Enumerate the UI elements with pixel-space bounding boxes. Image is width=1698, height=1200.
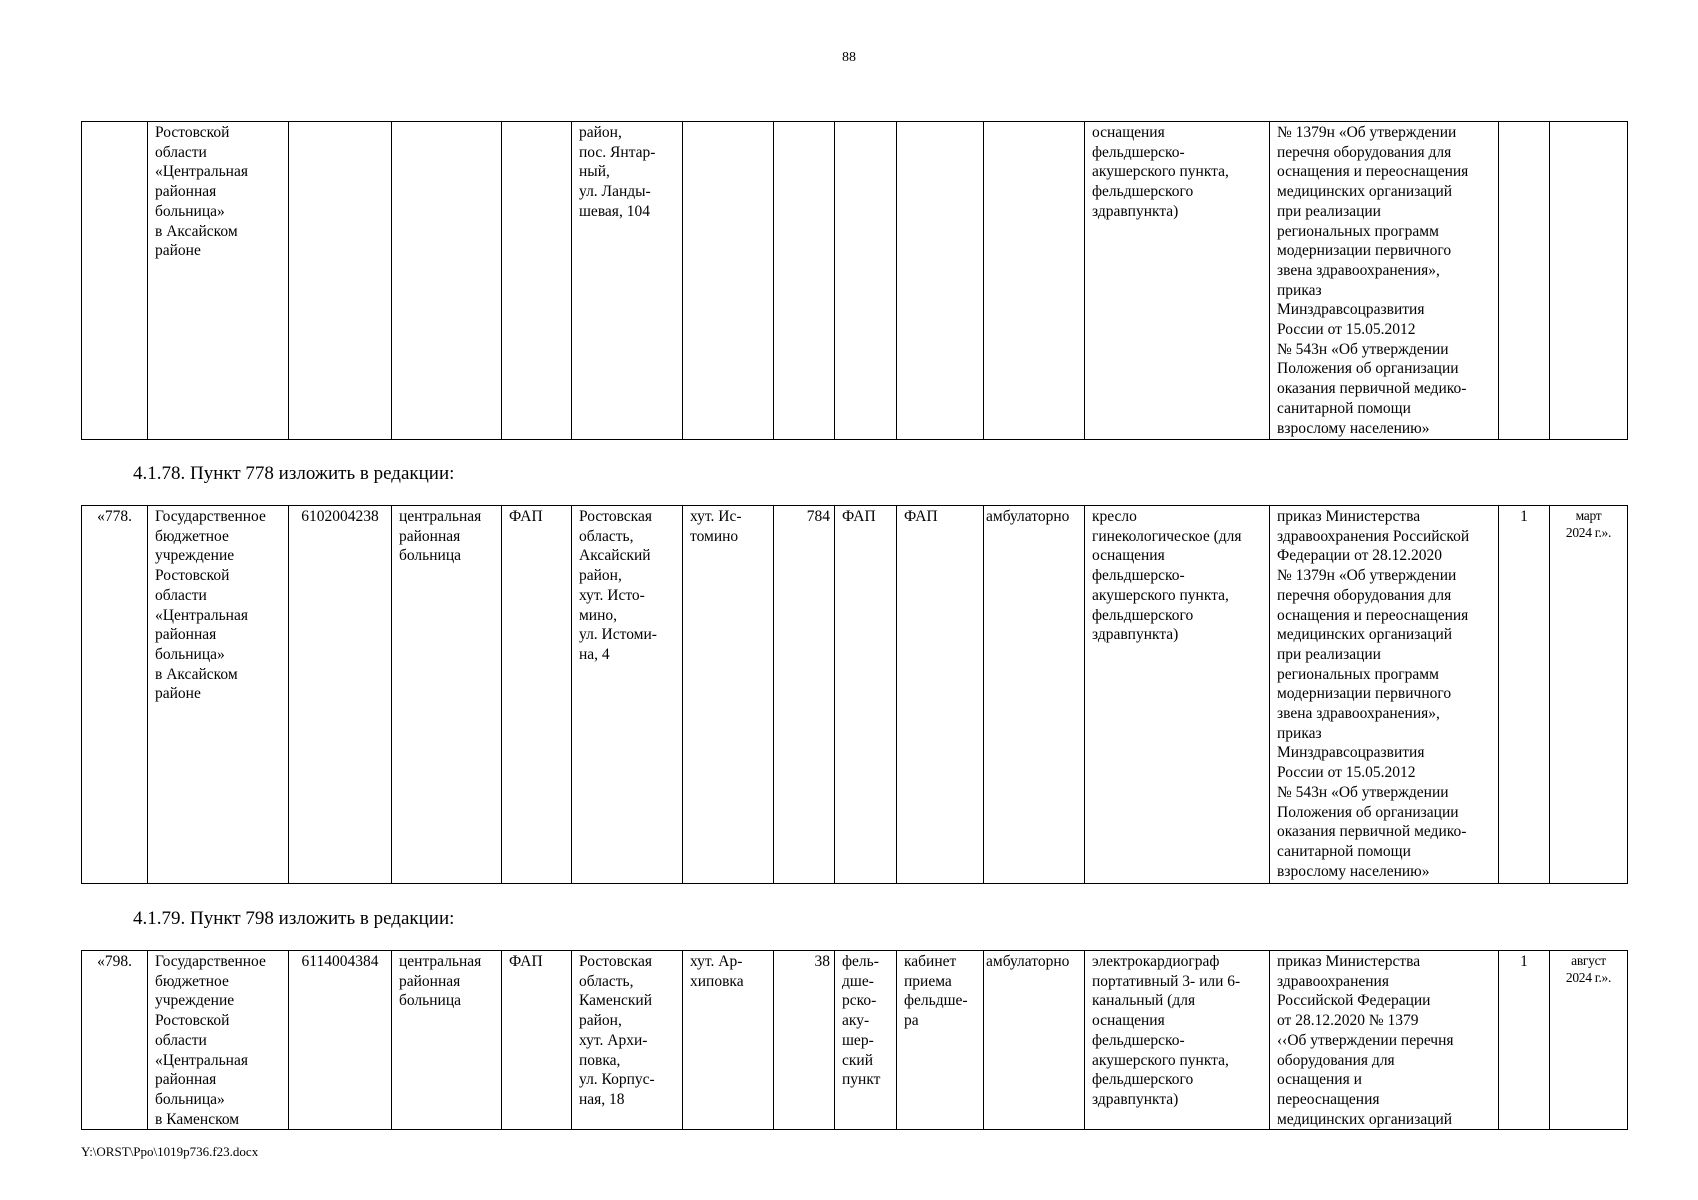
cell-unit: ФАП [502, 506, 572, 884]
table-item-798 [81, 950, 1628, 1130]
cell-care-form: амбулаторно [984, 951, 1085, 1130]
table-item-778 [81, 505, 1628, 884]
cell-room: кабинет приема фельдше- ра [897, 951, 984, 1130]
cell-address: район, пос. Янтар- ный, ул. Ланды- шевая, 104 [572, 122, 683, 440]
cell-subdivision [835, 122, 897, 440]
cell-number: «778. [82, 506, 148, 884]
cell-deadline: март 2024 г.». [1550, 506, 1628, 884]
cell-room [897, 122, 984, 440]
table-row [82, 951, 1628, 1130]
cell-legal-basis: приказ Министерства здравоохранения Российской Федерации от 28.12.2020 № 1379н «Об утверждении перечня оборудования для оснащения и переоснащения медицинских организаций при реализации региональных программ модернизации первичного звена здравоохранения», приказ Минздравсоцразвития России от 15.05.2012 № 543н «Об утверждении Положения об организации оказания первичной медико- санитарной помощи взрослому населению» [1270, 506, 1499, 884]
cell-quantity: 1 [1499, 506, 1550, 884]
cell-type: центральная районная больница [392, 951, 502, 1130]
cell-quantity: 1 [1499, 951, 1550, 1130]
cell-inn: 6102004238 [289, 506, 392, 884]
cell-care-form [984, 122, 1085, 440]
cell-subdivision: фель- дше- рско- аку- шер- ский пункт [835, 951, 897, 1130]
cell-address: Ростовская область, Каменский район, хут. Архи- повка, ул. Корпус- ная, 18 [572, 951, 683, 1130]
cell-locality: хут. Ар- хиповка [683, 951, 774, 1130]
cell-equipment: электрокардиограф портативный 3- или 6- канальный (для оснащения фельдшерско- акушерского пункта, фельдшерского здравпункта) [1085, 951, 1270, 1130]
cell-institution: Государственное бюджетное учреждение Ростовской области «Центральная районная больница» в Аксайском районе [148, 506, 289, 884]
cell-subdivision: ФАП [835, 506, 897, 884]
section-heading-798: 4.1.79. Пункт 798 изложить в редакции: [133, 908, 455, 929]
cell-institution: Ростовской области «Центральная районная больница» в Аксайском районе [148, 122, 289, 440]
cell-unit [502, 122, 572, 440]
cell-type [392, 122, 502, 440]
cell-quantity [1499, 122, 1550, 440]
cell-number [82, 122, 148, 440]
cell-population: 784 [774, 506, 835, 884]
cell-number: «798. [82, 951, 148, 1130]
section-heading-778: 4.1.78. Пункт 778 изложить в редакции: [133, 463, 455, 484]
cell-legal-basis: приказ Министерства здравоохранения Российской Федерации от 28.12.2020 № 1379 ‹‹Об утверждении перечня оборудования для оснащения и переоснащения медицинских организаций [1270, 951, 1499, 1130]
cell-unit: ФАП [502, 951, 572, 1130]
cell-institution: Государственное бюджетное учреждение Ростовской области «Центральная районная больница» в Каменском [148, 951, 289, 1130]
cell-locality: хут. Ис- томино [683, 506, 774, 884]
cell-address: Ростовская область, Аксайский район, хут. Исто- мино, ул. Истоми- на, 4 [572, 506, 683, 884]
cell-inn [289, 122, 392, 440]
cell-deadline [1550, 122, 1628, 440]
cell-population: 38 [774, 951, 835, 1130]
table-continuation [81, 121, 1628, 440]
file-path-footer: Y:\ORST\Ppo\1019p736.f23.docx [81, 1144, 259, 1159]
table-row [82, 506, 1628, 884]
cell-legal-basis: № 1379н «Об утверждении перечня оборудования для оснащения и переоснащения медицинских организаций при реализации региональных программ модернизации первичного звена здравоохранения», приказ Минздравсоцразвития России от 15.05.2012 № 543н «Об утверждении Положения об организации оказания первичной медико- санитарной помощи взрослому населению» [1270, 122, 1499, 440]
cell-inn: 6114004384 [289, 951, 392, 1130]
cell-population [774, 122, 835, 440]
page-number: 88 [842, 50, 856, 65]
cell-room: ФАП [897, 506, 984, 884]
cell-type: центральная районная больница [392, 506, 502, 884]
cell-locality [683, 122, 774, 440]
cell-equipment: кресло гинекологическое (для оснащения фельдшерско- акушерского пункта, фельдшерского здравпункта) [1085, 506, 1270, 884]
table-row [82, 122, 1628, 440]
cell-deadline: август 2024 г.». [1550, 951, 1628, 1130]
cell-equipment: оснащения фельдшерско- акушерского пункта, фельдшерского здравпункта) [1085, 122, 1270, 440]
cell-care-form: амбулаторно [984, 506, 1085, 884]
